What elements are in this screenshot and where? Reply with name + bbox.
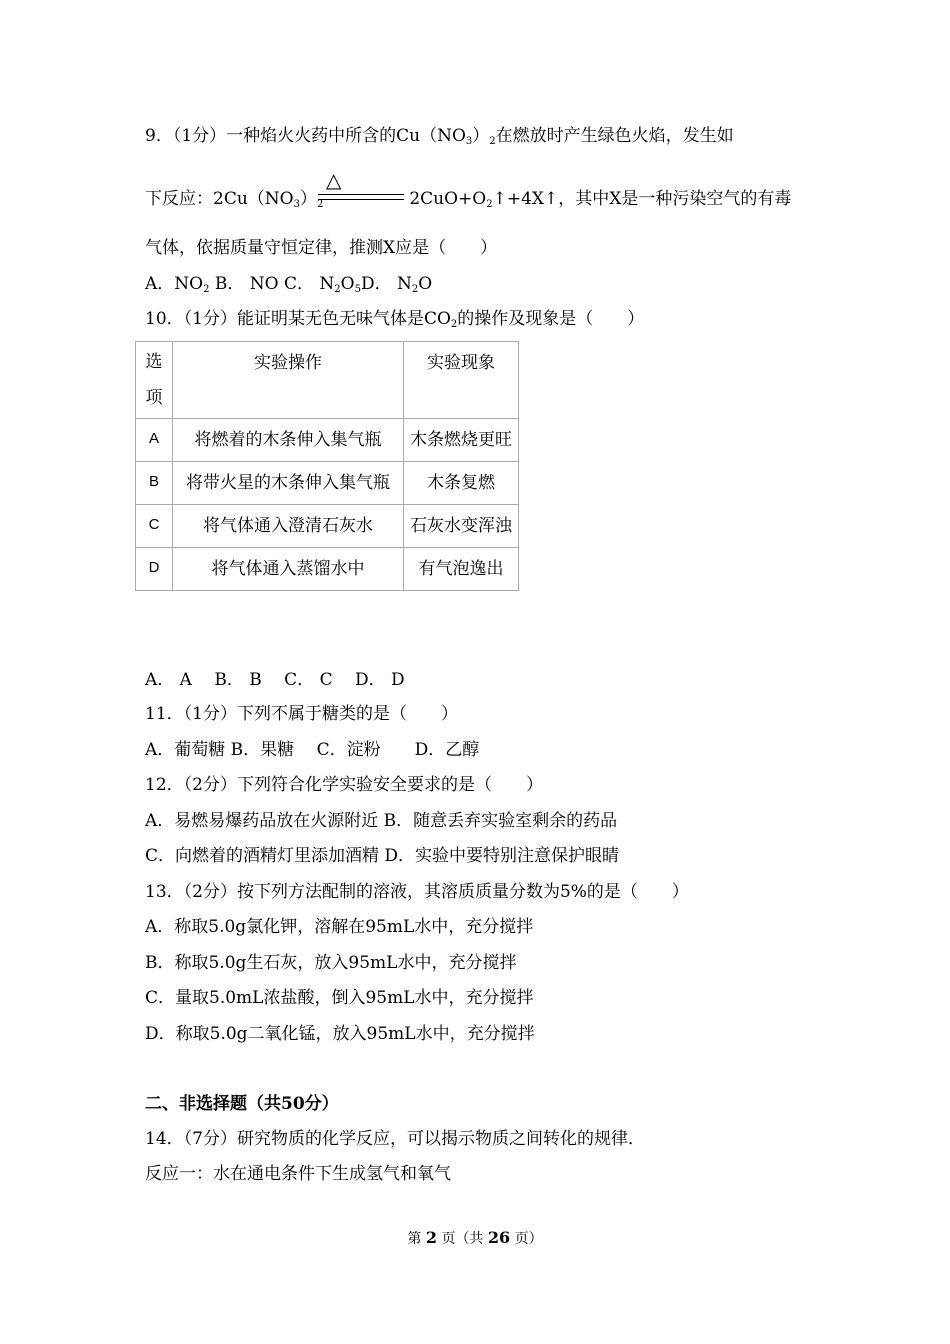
row-label: A — [136, 419, 173, 462]
section-title: 二、非选择题（共50分） — [145, 1094, 339, 1114]
q9-line2: 下反应：$2Cu(NO_3)_2$ $2CuO+O_2↑+4X↑$，其中X是一种污染空气的有毒 — [145, 189, 792, 210]
page-total: 26 — [487, 1228, 511, 1247]
equals-bars — [318, 194, 404, 200]
row-label: D — [136, 548, 173, 591]
q14-reaction1: 反应一：水在通电条件下生成氢气和氧气 — [145, 1164, 451, 1184]
q13-stem: 13．（2分）按下列方法配制的溶液，其溶质质量分数为5%的是（ ） — [145, 882, 689, 902]
q9-options: A．$NO_2$ B． NO C． $N_2O_5D$． $N_2O$ — [145, 274, 433, 295]
row-phenomenon: 木条燃烧更旺 — [404, 419, 519, 462]
triangle-heat-icon: △ — [326, 168, 342, 192]
q9-line3: 气体，依据质量守恒定律，推测X应是（ ） — [145, 238, 498, 258]
q14-stem: 14．（7分）研究物质的化学反应，可以揭示物质之间转化的规律． — [145, 1129, 645, 1149]
q12-options-cd: C．向燃着的酒精灯里添加酒精 D．实验中要特别注意保护眼睛 — [145, 846, 620, 866]
table-row — [136, 548, 519, 591]
row-operation: 将带火星的木条伸入集气瓶 — [173, 462, 404, 505]
table-row — [136, 419, 519, 462]
row-label: B — [136, 462, 173, 505]
q13-option-d: D．称取5.0g二氧化锰，放入95mL水中，充分搅拌 — [145, 1024, 535, 1044]
row-phenomenon: 木条复燃 — [404, 462, 519, 505]
row-operation: 将燃着的木条伸入集气瓶 — [173, 419, 404, 462]
header-option: 选项 — [136, 342, 173, 419]
row-phenomenon: 有气泡逸出 — [404, 548, 519, 591]
q13-option-b: B．称取5.0g生石灰，放入95mL水中，充分搅拌 — [145, 953, 517, 973]
q13-option-a: A．称取5.0g氯化钾，溶解在95mL水中，充分搅拌 — [145, 917, 534, 937]
heating-condition-arrow — [318, 168, 404, 202]
q11-options: A．葡萄糖 B．果糖 C．淀粉 D．乙醇 — [145, 740, 480, 760]
table-row — [136, 462, 519, 505]
page-footer: 第 2 页（共 26 页） — [407, 1228, 543, 1247]
q10-options: A． A B． B C． C D． D — [145, 670, 405, 690]
row-phenomenon: 石灰水变浑浊 — [404, 505, 519, 548]
row-label: C — [136, 505, 173, 548]
q10-stem: 10．（1分）能证明某无色无味气体是$CO_2$的操作及现象是（ ） — [145, 309, 645, 330]
row-operation: 将气体通入蒸馏水中 — [173, 548, 404, 591]
header-phenomenon: 实验现象 — [404, 342, 519, 419]
q9-line1: 9．（1分）一种焰火火药中所含的$Cu(NO_3)_2$在燃放时产生绿色火焰，发生如 — [145, 126, 734, 147]
q10-table — [135, 341, 519, 591]
header-operation: 实验操作 — [173, 342, 404, 419]
row-operation: 将气体通入澄清石灰水 — [173, 505, 404, 548]
page-number: 2 — [425, 1228, 437, 1247]
q12-stem: 12．（2分）下列符合化学实验安全要求的是（ ） — [145, 775, 543, 795]
q11-stem: 11．（1分）下列不属于糖类的是（ ） — [145, 704, 458, 724]
table-row — [136, 505, 519, 548]
table-header-row — [136, 342, 519, 419]
q13-option-c: C．量取5.0mL浓盐酸，倒入95mL水中，充分搅拌 — [145, 988, 534, 1008]
q12-options-ab: A．易燃易爆药品放在火源附近 B．随意丢弃实验室剩余的药品 — [145, 811, 618, 831]
